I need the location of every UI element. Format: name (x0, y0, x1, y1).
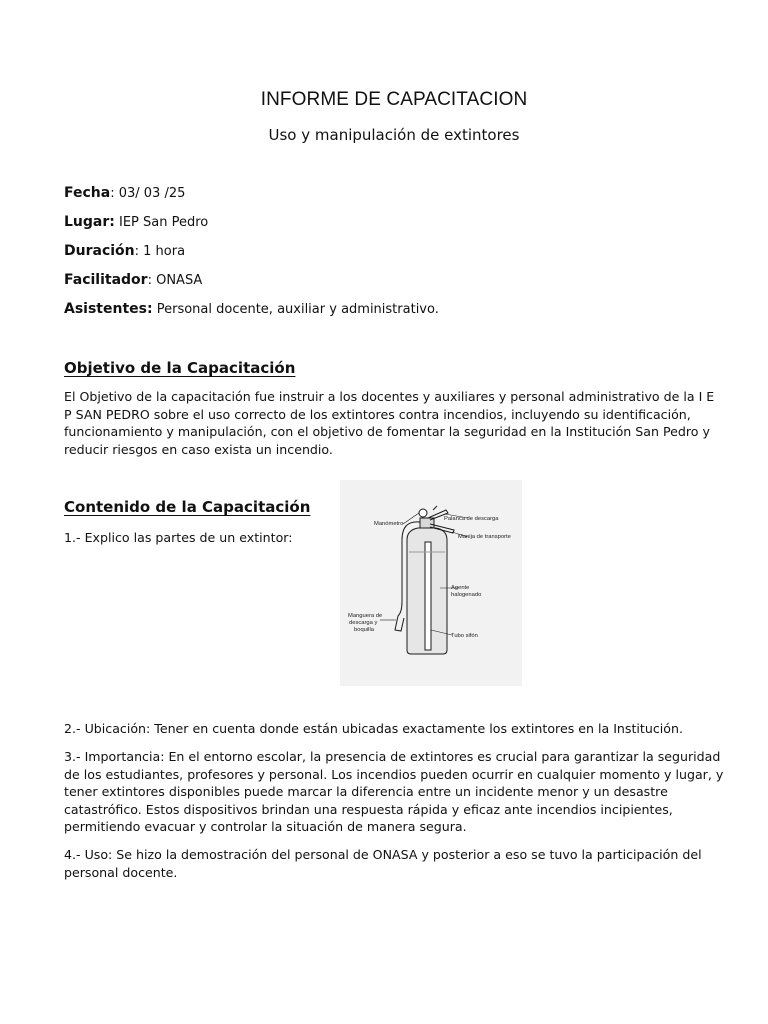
meta-separator: : (147, 273, 157, 288)
meta-asistentes (64, 301, 439, 317)
label-boquilla: boquilla (354, 627, 374, 633)
meta-label: Fecha (64, 185, 111, 201)
label-tubo-sifon: Tubo sifón (451, 633, 478, 639)
meta-label: Lugar: (64, 214, 115, 230)
content-item-2: 2.- Ubicación: Tener en cuenta donde están ubicadas exactamente los extintores en la Institución. (64, 721, 683, 736)
meta-facilitador (64, 272, 202, 288)
document-subtitle: Uso y manipulación de extintores (268, 126, 520, 144)
content-item-3: 3.- Importancia: En el entorno escolar, la presencia de extintores es crucial para garantizar la seguridad de los estudiantes, profesores y personal. Los incendios pueden ocurrir en cualquier momento y lugar, y tener extintores disponibles puede marcar la diferencia entre un incidente menor y un desastre catastrófico. Estos dispositivos brindan una respuesta rápida y eficaz ante incendios incipientes, permitiendo evacuar y controlar la situación de manera segura. (64, 749, 724, 835)
objective-heading: Objetivo de la Capacitación (64, 359, 296, 377)
content-item-4: 4.- Uso: Se hizo la demostración del personal de ONASA y posterior a eso se tuvo la participación del personal docente. (64, 847, 702, 880)
label-halogenado: halogenado (451, 592, 482, 598)
meta-value: Personal docente, auxiliar y administrativo. (156, 302, 439, 317)
label-agente: Agente (451, 585, 470, 591)
meta-label: Facilitador (64, 272, 148, 288)
meta-value: 1 hora (143, 244, 186, 259)
label-descarga: descarga y (349, 620, 378, 626)
extinguisher-diagram (340, 480, 522, 686)
objective-paragraph: El Objetivo de la capacitación fue instruir a los docentes y auxiliares y personal administrativo de la I E P SAN PEDRO sobre el uso correcto de los extintores contra incendios, incluyendo su identificación, funcionamiento y manipulación, con el objetivo de fomentar la seguridad en la Institución San Pedro y reducir riesgos en caso exista un incendio. (64, 389, 715, 457)
extinguisher-drawing (340, 480, 522, 686)
meta-value: IEP San Pedro (119, 215, 209, 230)
content-heading: Contenido de la Capacitación (64, 498, 311, 516)
label-manija: Manija de transporte (458, 534, 511, 540)
meta-label: Duración (64, 243, 135, 259)
meta-separator: : (110, 186, 119, 201)
meta-lugar (64, 214, 208, 230)
document-title: INFORME DE CAPACITACION (260, 89, 528, 110)
meta-fecha (64, 185, 185, 201)
meta-label: Asistentes: (64, 301, 153, 317)
meta-separator: : (134, 244, 144, 259)
label-manguera: Manguera de (348, 613, 383, 619)
content-item-1: 1.- Explico las partes de un extintor: (64, 530, 293, 545)
meta-duracion (64, 243, 185, 259)
meta-value: ONASA (156, 273, 203, 288)
meta-value: 03/ 03 /25 (118, 186, 186, 201)
label-manometro: Manómetro (374, 521, 404, 527)
label-palanca: Palanca de descarga (444, 516, 499, 522)
